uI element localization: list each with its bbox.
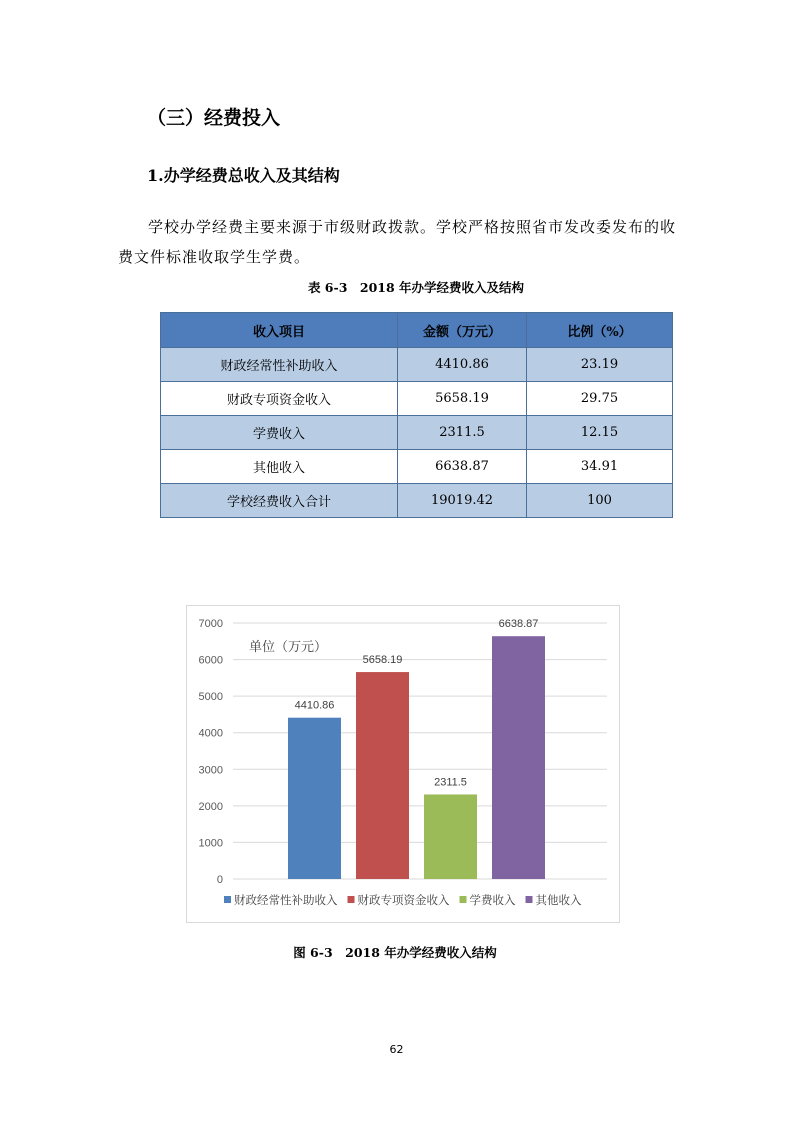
legend-label-4: 其他收入	[535, 893, 582, 907]
table-row-total	[161, 484, 673, 518]
legend-label-3: 学费收入	[469, 893, 516, 907]
bar-chart	[186, 605, 620, 923]
row-item: 学费收入	[161, 416, 398, 450]
header-amount: 金额（万元）	[398, 313, 527, 348]
bar-1	[288, 718, 341, 879]
y-tick-label: 1000	[198, 837, 223, 850]
bar-2	[356, 672, 409, 879]
bar-3	[424, 794, 477, 879]
bar-value-label: 5658.19	[362, 654, 403, 667]
section-heading: （三）经费投入	[147, 107, 281, 129]
y-tick-label: 7000	[198, 618, 223, 630]
y-tick-label: 4000	[198, 727, 223, 740]
header-item: 收入项目	[161, 313, 398, 348]
unit-annotation: 单位（万元）	[249, 640, 328, 655]
y-tick-label: 3000	[198, 764, 223, 777]
bar-4	[492, 636, 545, 879]
bar-value-label: 4410.86	[294, 699, 335, 712]
y-tick-label: 0	[216, 874, 223, 886]
bar-chart-svg	[187, 606, 619, 922]
row-item: 其他收入	[161, 450, 398, 484]
legend-label-1: 财政经常性补助收入	[234, 893, 338, 907]
row-item: 财政经常性补助收入	[161, 348, 398, 382]
y-tick-label: 5000	[198, 691, 223, 704]
sub-heading: 1.办学经费总收入及其结构	[147, 166, 340, 185]
bar-value-label: 2311.5	[434, 776, 467, 789]
row-amount: 19019.42	[398, 484, 527, 518]
figure-caption: 图 6-3 2018 年办学经费收入结构	[293, 945, 497, 960]
table-row	[161, 382, 673, 416]
legend-swatch-2	[348, 896, 355, 903]
header-ratio: 比例（%）	[527, 313, 673, 348]
legend-swatch-1	[224, 896, 231, 903]
row-amount: 6638.87	[398, 450, 527, 484]
row-item: 财政专项资金收入	[161, 382, 398, 416]
row-ratio: 29.75	[527, 382, 673, 416]
y-tick-label: 6000	[198, 654, 223, 667]
legend-label-2: 财政专项资金收入	[357, 893, 450, 907]
row-ratio: 34.91	[527, 450, 673, 484]
row-amount: 4410.86	[398, 348, 527, 382]
table-row	[161, 348, 673, 382]
bar-value-label: 6638.87	[498, 618, 539, 631]
y-tick-label: 2000	[198, 800, 223, 813]
body-paragraph: 学校办学经费主要来源于市级财政拨款。学校严格按照省市发改委发布的收费文件标准收取学生学费。	[118, 218, 677, 266]
table-row	[161, 450, 673, 484]
table-row	[161, 416, 673, 450]
legend-swatch-3	[460, 896, 467, 903]
row-ratio: 12.15	[527, 416, 673, 450]
legend-swatch-4	[526, 896, 533, 903]
income-table	[160, 312, 673, 518]
row-ratio: 100	[527, 484, 673, 518]
row-ratio: 23.19	[527, 348, 673, 382]
table-caption: 表 6-3 2018 年办学经费收入及结构	[307, 280, 525, 295]
table-header-row	[161, 313, 673, 348]
page-number: 62	[389, 1043, 404, 1056]
row-amount: 2311.5	[398, 416, 527, 450]
row-amount: 5658.19	[398, 382, 527, 416]
row-item: 学校经费收入合计	[161, 484, 398, 518]
